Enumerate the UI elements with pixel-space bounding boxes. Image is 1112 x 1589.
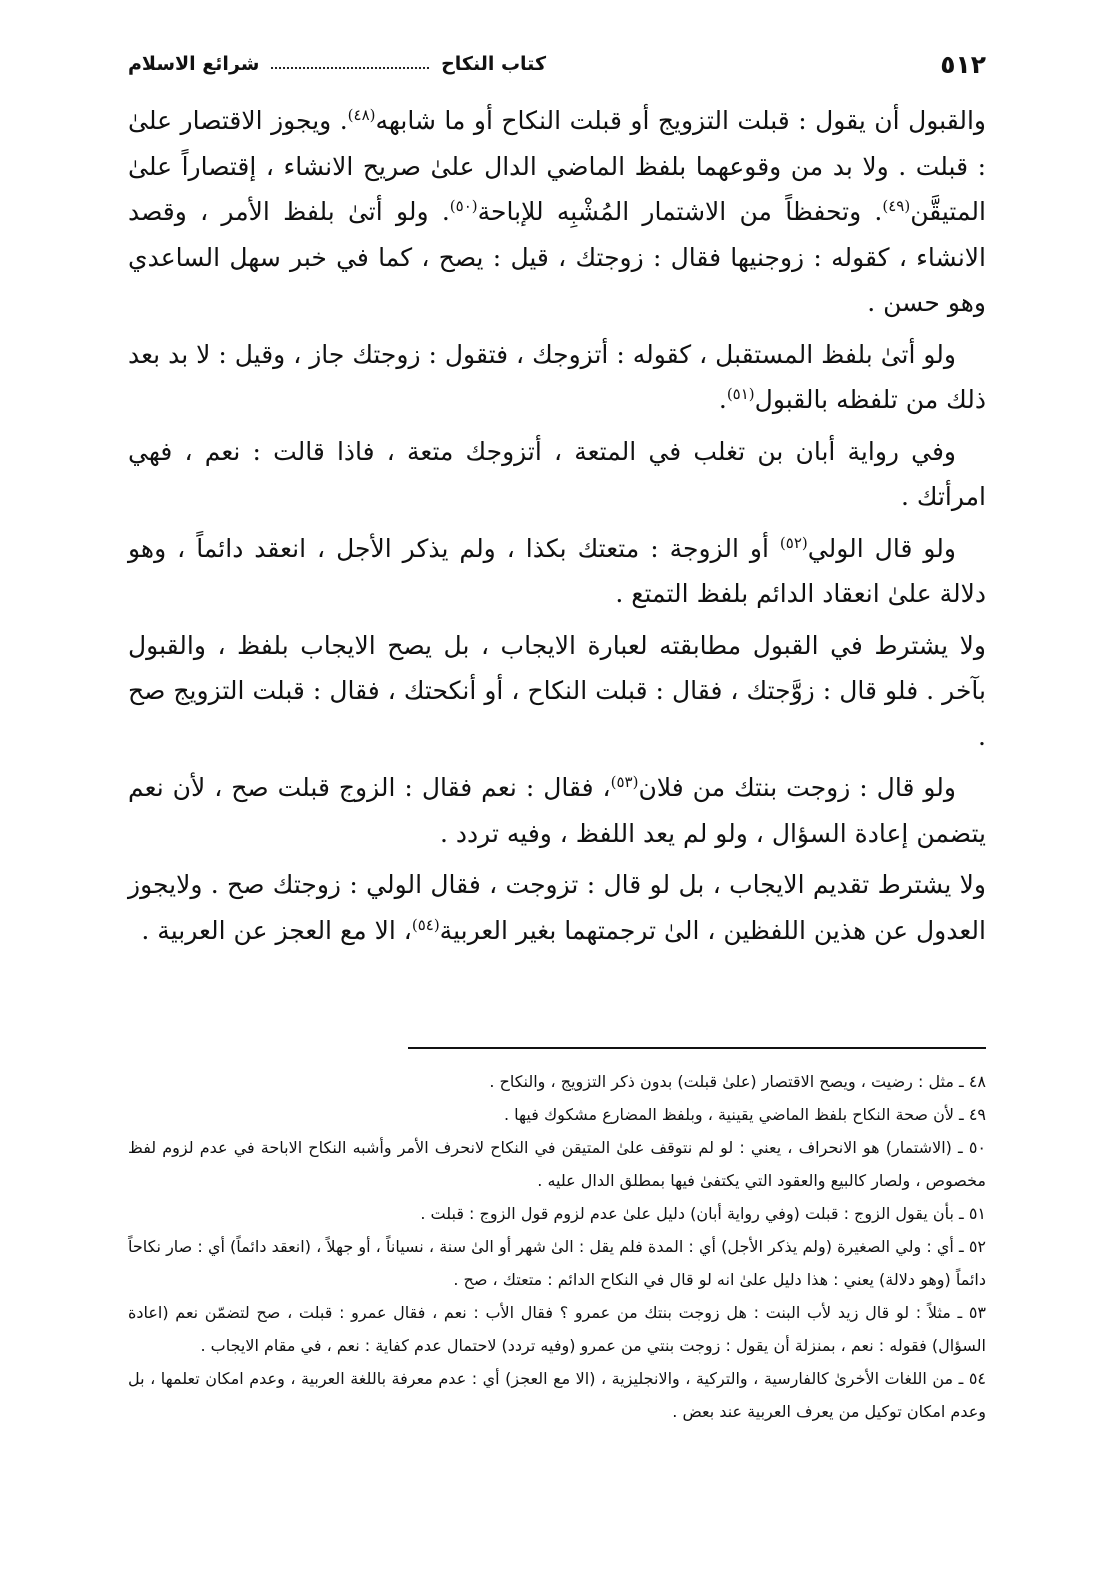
running-header: [128, 44, 986, 84]
footnote-54: ٥٤ ـ من اللغات الأخرىٰ كالفارسية ، والتركية ، والانجليزية ، (الا مع العجز) أي : عدم معرفة باللغة العربية ، وعدم امكان تعلمها ، بل وعدم امكان توكيل من يعرف العربية عند بعض .: [128, 1369, 986, 1421]
paragraph-3: وفي رواية أبان بن تغلب في المتعة ، أتزوجك متعة ، فاذا قالت : نعم ، فهي امرأتك .: [128, 436, 986, 511]
paragraph-6: ولو قال : زوجت بنتك من فلان$^{(٥٣)}$، فقال : نعم فقال : الزوج قبلت صح ، لأن نعم يتضمن إعادة السؤال ، ولو لم يعد اللفظ ، وفيه تردد .: [128, 773, 986, 848]
page-number: ٥١٢: [940, 49, 986, 79]
footnote-ref[interactable]: (٤٨): [347, 106, 376, 124]
chapter-title: كتاب النكاح: [441, 53, 546, 75]
footnote-ref[interactable]: (٥٤): [411, 915, 440, 934]
paragraph-1: والقبول أن يقول : قبلت التزويج أو قبلت النكاح أو ما شابهه$^{(٤٨)}$. ويجوز الاقتصار علىٰ : قبلت . ولا بد من وقوعهما بلفظ الماضي الدال علىٰ صريح الانشاء ، إقتصاراً علىٰ المتيقَّن$^{(٤٩)}$. وتحفظاً من الاشتمار المُشْبِه للإباحة$^{(٥٠)}$. ولو أتىٰ بلفظ الأمر ، وقصد الانشاء ، كقوله : زوجنيها فقال : زوجتك ، قيل : يصح ، كما في خبر سهل الساعدي وهو حسن .: [128, 106, 986, 317]
footnote-49: ٤٩ ـ لأن صحة النكاح بلفظ الماضي يقينية ، وبلفظ المضارع مشكوك فيها .: [503, 1105, 986, 1124]
footnote-52: ٥٢ ـ أي : ولي الصغيرة (ولم يذكر الأجل) أي : المدة فلم يقل : الىٰ شهر أو الىٰ سنة ، نسياناً ، أو جهلاً ، (انعقد دائماً) أي : صار نكاحاً دائماً (وهو دلالة) يعني : هذا دليل علىٰ انه لو قال في النكاح الدائم : متعتك ، صح .: [128, 1237, 986, 1289]
paragraph-2: ولو أتىٰ بلفظ المستقبل ، كقوله : أتزوجك ، فتقول : زوجتك جاز ، وقيل : لا بد بعد ذلك من تلفظه بالقبول$^{(٥١)}$.: [128, 339, 986, 414]
footnote-ref[interactable]: (٥١): [726, 385, 755, 403]
footnote-50: ٥٠ ـ (الاشتمار) هو الانحراف ، يعني : لو لم نتوقف علىٰ المتيقن في النكاح لانحرف الأمر وأشبه النكاح الاباحة في عدم لزوم لفظ مخصوص ، ولصار كالبيع والعقود التي يكتفىٰ فيها بمطلق الدال عليه .: [128, 1138, 986, 1190]
footnotes: [128, 1065, 986, 1428]
footnote-separator: [408, 1047, 986, 1049]
footnote-51: ٥١ ـ بأن يقول الزوج : قبلت (وفي رواية أبان) دليل علىٰ عدم لزوم قول الزوج : قبلت .: [420, 1204, 986, 1223]
header-leader-dots: [271, 67, 429, 69]
paragraph-7: ولا يشترط تقديم الايجاب ، بل لو قال : تزوجت ، فقال الولي : زوجتك صح . ولايجوز العدول عن هذين اللفظين ، الىٰ ترجمتهما بغير العربية$^{(٥٤)}$، الا مع العجز عن العربية .: [128, 870, 986, 945]
footnote-ref[interactable]: (٥٢): [779, 533, 808, 552]
paragraph-5: ولا يشترط في القبول مطابقته لعبارة الايجاب ، بل يصح الايجاب بلفظ ، والقبول بآخر . فلو قال : زوَّجتك ، فقال : قبلت النكاح ، أو أنكحتك ، فقال : قبلت التزويج صح .: [128, 630, 986, 751]
footnote-ref[interactable]: (٤٩): [882, 197, 911, 215]
footnote-48: ٤٨ ـ مثل : رضيت ، ويصح الاقتصار (علىٰ قبلت) بدون ذكر التزويج ، والنكاح .: [489, 1072, 986, 1091]
footnote-53: ٥٣ ـ مثلاً : لو قال زيد لأب البنت : هل زوجت بنتك من عمرو ؟ فقال الأب : نعم ، فقال عمرو : قبلت ، صح لتضمّن نعم (اعادة السؤال) فقوله : نعم ، بمنزلة أن يقول : زوجت بنتي من عمرو (وفيه تردد) لاحتمال عدم كفاية : نعم ، في مقام الايجاب .: [128, 1303, 986, 1355]
book-title: شرائع الاسلام: [128, 53, 260, 75]
paragraph-4: ولو قال الولي$^{(٥٢)}$ أو الزوجة : متعتك بكذا ، ولم يذكر الأجل ، انعقد دائماً ، وهو دلالة علىٰ انعقاد الدائم بلفظ التمتع .: [128, 533, 986, 608]
footnote-ref[interactable]: (٥٠): [449, 197, 478, 215]
main-text: [128, 98, 986, 959]
footnote-ref[interactable]: (٥٣): [610, 773, 639, 791]
